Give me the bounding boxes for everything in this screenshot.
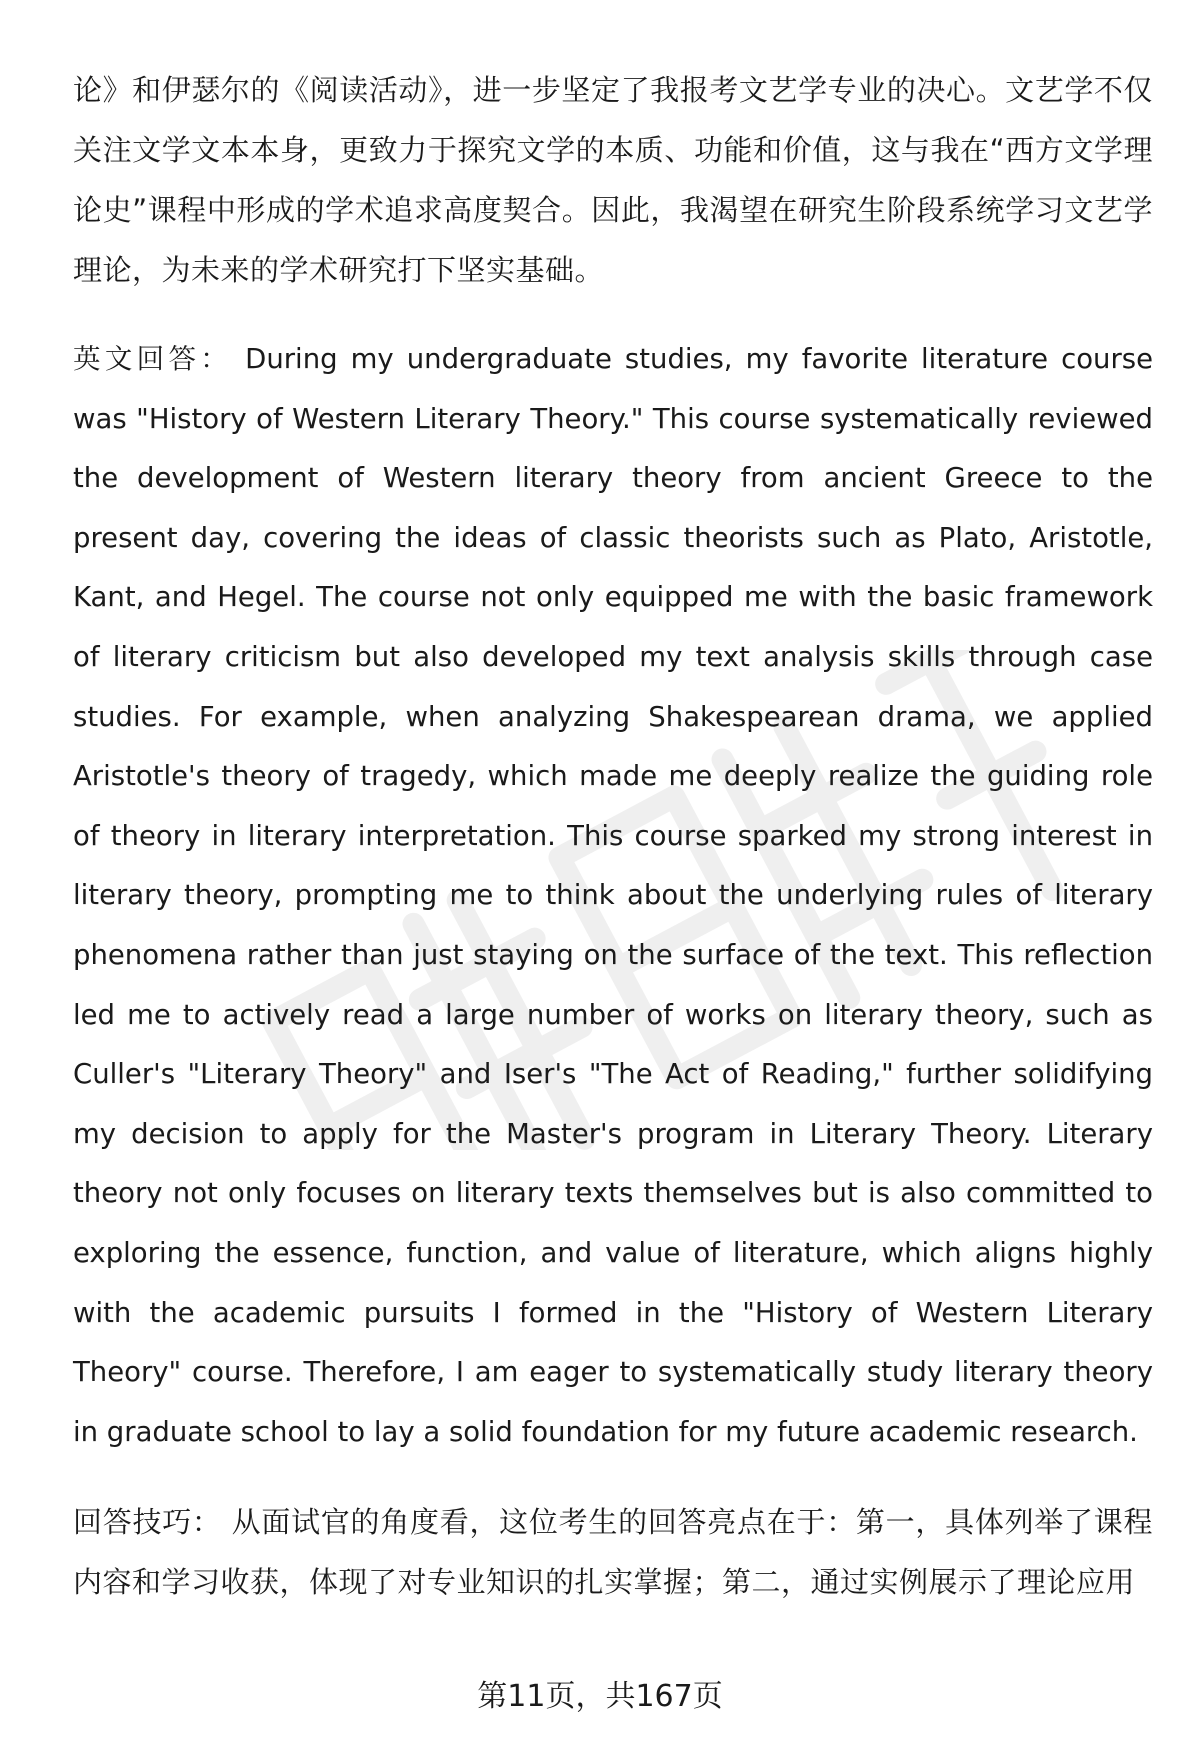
answer-tips-label: 回答技巧： <box>73 1505 222 1540</box>
english-answer-label: 英文回答： <box>73 343 233 375</box>
document-page <box>73 60 1153 1612</box>
paragraph-spacer <box>73 1462 1153 1492</box>
page-number: 第11页，共167页 <box>477 1679 723 1714</box>
answer-tips-paragraph <box>73 1492 1153 1612</box>
answer-tips-text: 从面试官的角度看，这位考生的回答亮点在于：第一，具体列举了课程内容和学习收获，体现了对专业知识的扎实掌握；第二，通过实例展示了理论应用 <box>73 1505 1153 1600</box>
english-answer-paragraph <box>73 330 1153 1462</box>
english-answer-text: During my undergraduate studies, my favorite literature course was "History of Western Literary Theory." This course systematically reviewed the development of Western literary theory from ancient Greece to the present day, covering the ideas of classic theorists such as Plato, Aristotle, Kant, and Hegel. The course not only equipped me with the basic framework of literary criticism but also developed my text analysis skills through case studies. For example, when analyzing Shakespearean drama, we applied Aristotle's theory of tragedy, which made me deeply realize the guiding role of theory in literary interpretation. This course sparked my strong interest in literary theory, prompting me to think about the underlying rules of literary phenomena rather than just staying on the surface of the text. This reflection led me to actively read a large number of works on literary theory, such as Culler's "Literary Theory" and Iser's "The Act of Reading," further solidifying my decision to apply for the Master's program in Literary Theory. Literary theory not only focuses on literary texts themselves but is also committed to exploring the essence, function, and value of literature, which aligns highly with the academic pursuits I formed in the "History of Western Literary Theory" course. Therefore, I am eager to systematically study literary theory in graduate school to lay a solid foundation for my future academic research. <box>73 343 1154 1448</box>
chinese-paragraph: 论》和伊瑟尔的《阅读活动》，进一步坚定了我报考文艺学专业的决心。文艺学不仅关注文学文本本身，更致力于探究文学的本质、功能和价值，这与我在“西方文学理论史”课程中形成的学术追求高度契合。因此，我渴望在研究生阶段系统学习文艺学理论，为未来的学术研究打下坚实基础。 <box>73 73 1153 287</box>
paragraph-spacer <box>73 300 1153 330</box>
